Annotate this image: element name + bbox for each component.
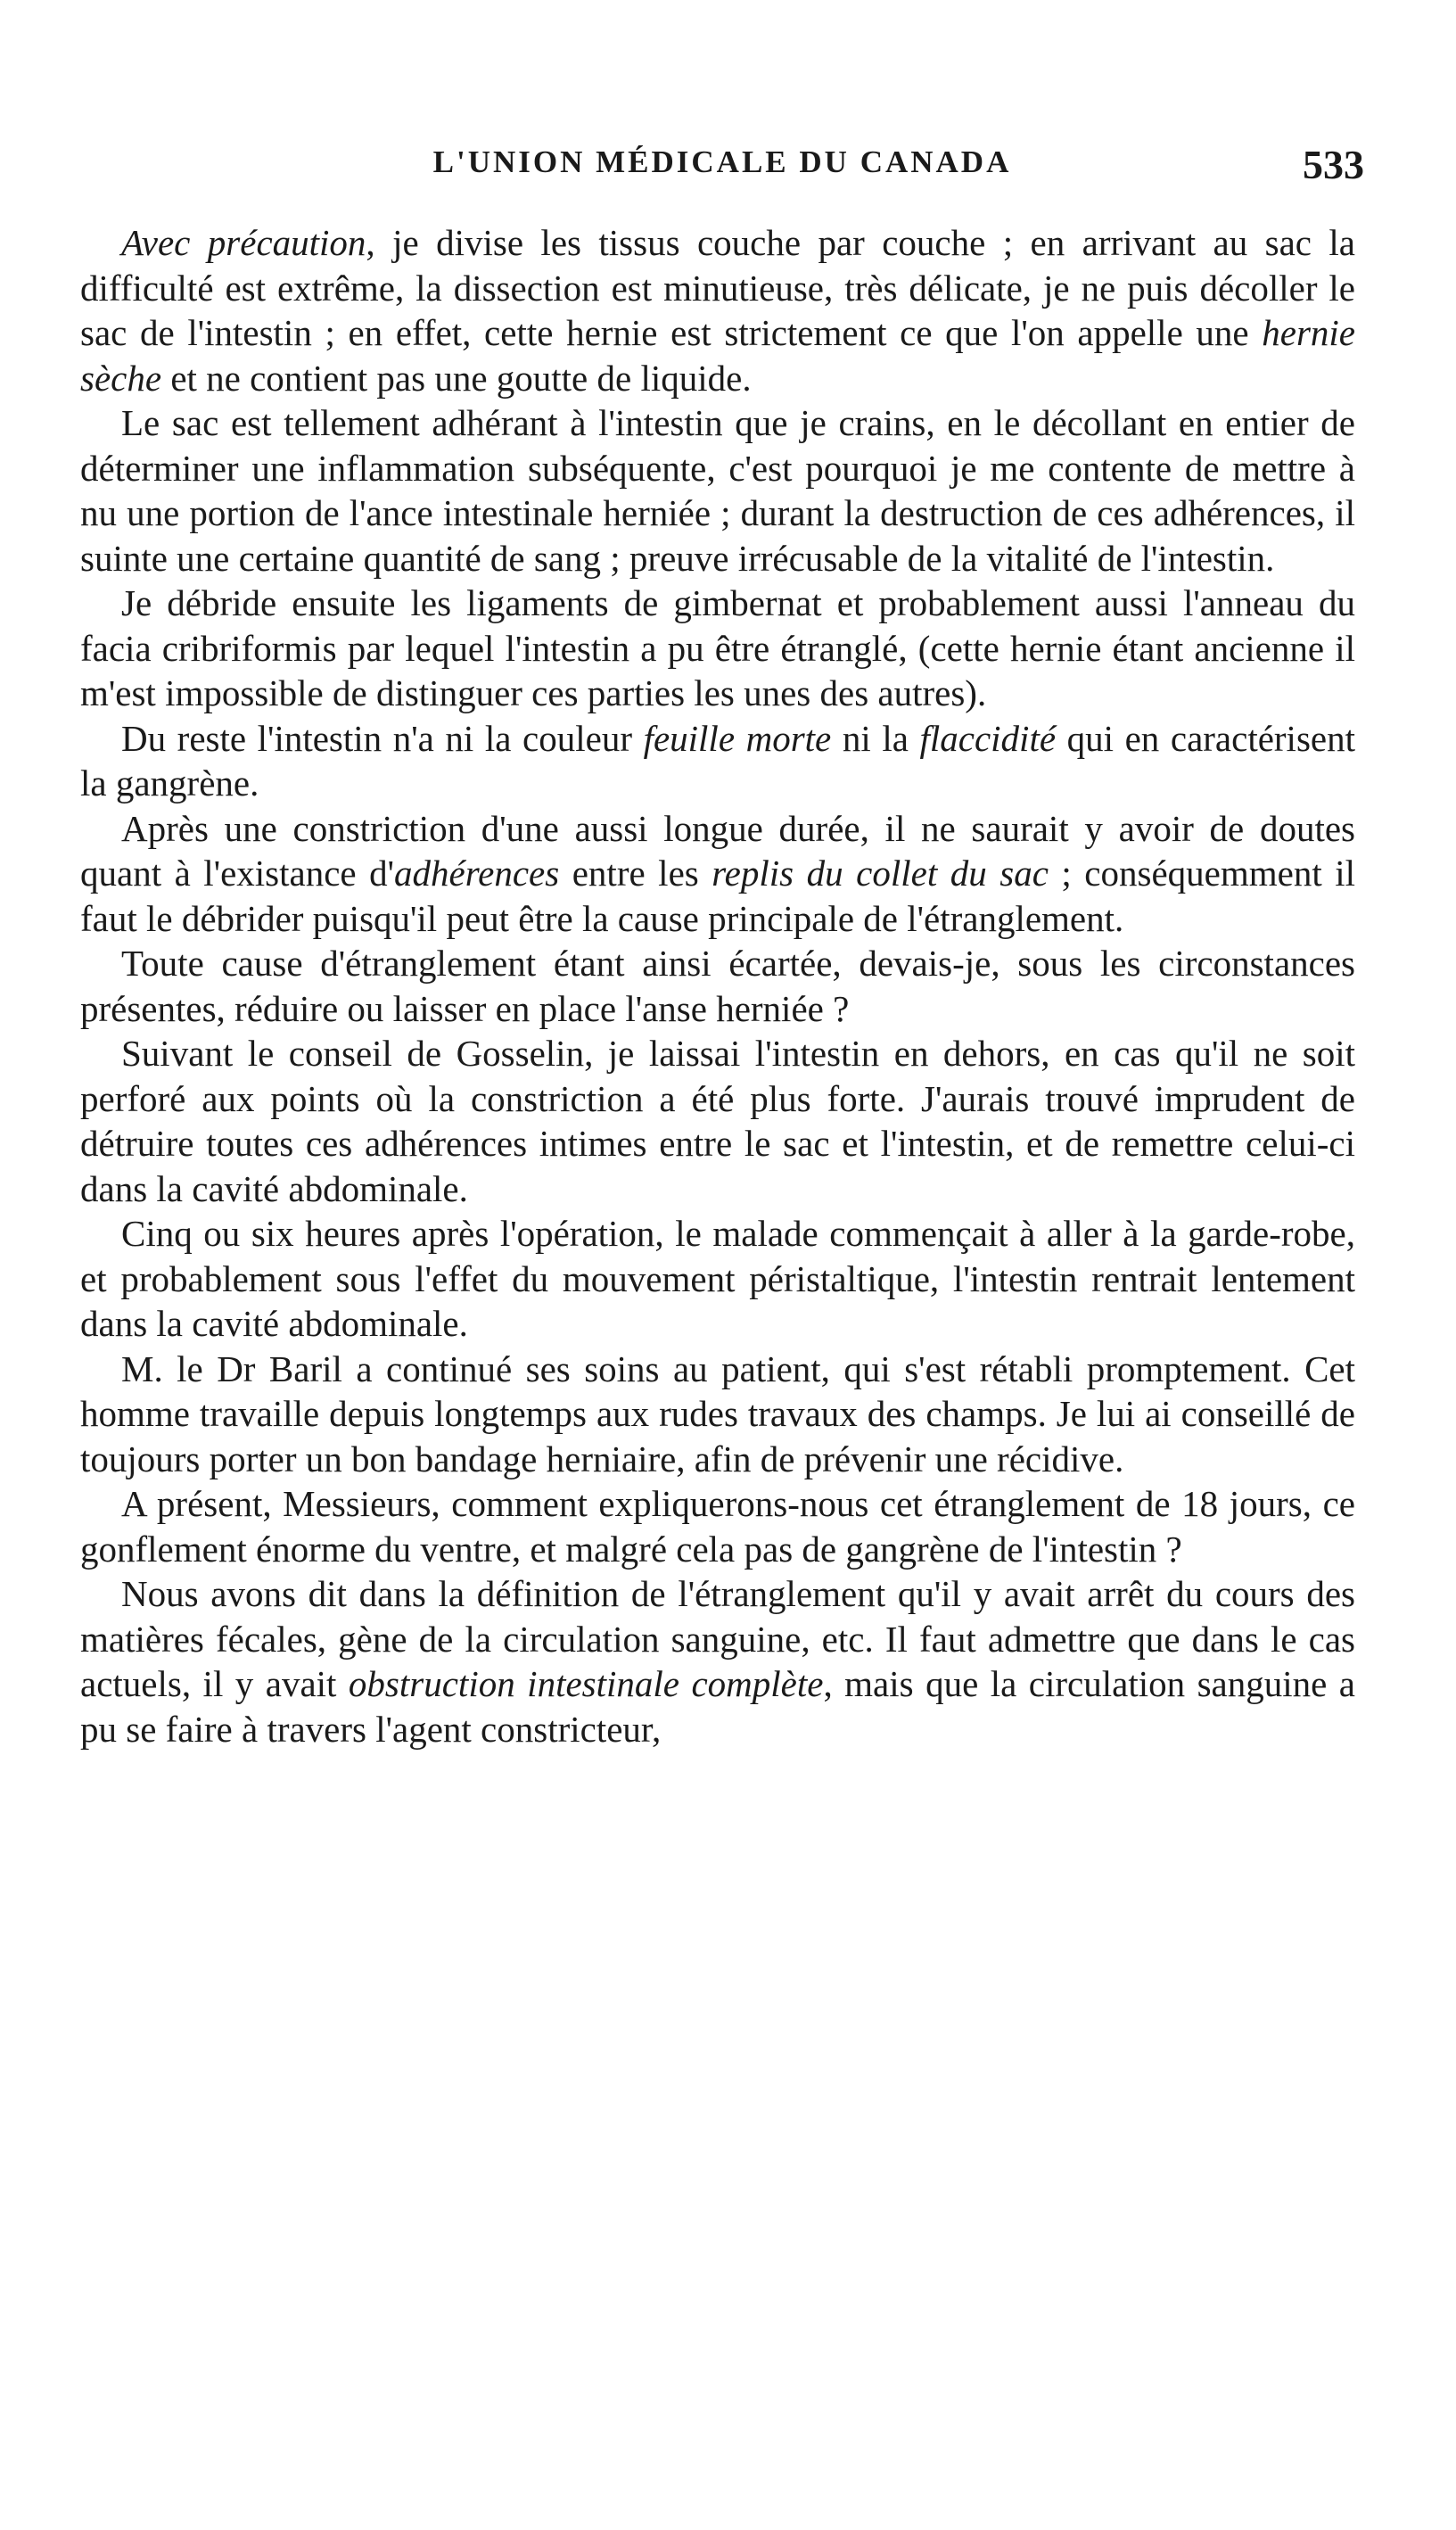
paragraph [80, 1211, 1355, 1347]
text-segment: et ne contient pas une goutte de liquide. [161, 357, 752, 399]
paragraph [80, 400, 1355, 581]
text-segment: Suivant le conseil de Gosselin, je laissai l'intestin en dehors, en cas qu'il ne soit perforé aux points où la constriction a été plus forte. J'aurais trouvé imprudent de détruire toutes ces adhérences intimes entre le sac et l'intestin, et de remettre celui-ci dans la cavité abdominale. [80, 1033, 1355, 1209]
text-segment: Cinq ou six heures après l'opération, le malade commençait à aller à la garde-robe, et probablement sous l'effet du mouvement péristaltique, l'intestin rentrait lentement dans la cavité abdominale. [80, 1213, 1355, 1344]
paragraph [80, 806, 1355, 942]
text-segment: Nous avons dit dans la définition de l'étranglement qu'il y avait arrêt du cours des matières fécales, gène de la circulation sanguine, etc. Il faut admettre que dans le cas actuels, il y avait [80, 1573, 1355, 1704]
text-segment: ni la [831, 717, 920, 759]
text-segment: Le sac est tellement adhérant à l'intestin que je crains, en le décollant en entier de déterminer une inflammation subséquente, c'est pourquoi je me contente de mettre à nu une portion de l'ance intestinale herniée ; durant la destruction de ces adhérences, il suinte une certaine quantité de sang ; preuve irrécusable de la vitalité de l'intestin. [80, 402, 1355, 579]
text-segment: , je divise les tissus couche par couche ; en arrivant au sac la difficulté est extrême, la dissection est minutieuse, très délicate, je ne puis décoller le sac de l'intestin ; en effet, cette hernie est strictement ce que l'on appelle une [80, 222, 1355, 353]
paragraph [80, 1571, 1355, 1751]
italic-text-segment: feuille morte [643, 717, 832, 759]
italic-text-segment: Avec précaution [121, 222, 366, 263]
body-text [80, 220, 1355, 1751]
italic-text-segment: adhérences [394, 853, 560, 894]
text-segment: , mais que la circulation sanguine a pu se faire à travers l'agent constricteur, [80, 1663, 1355, 1750]
paragraph [80, 1347, 1355, 1482]
paragraph [80, 581, 1355, 716]
text-segment: Du reste l'intestin n'a ni la couleur [121, 717, 644, 759]
paragraph [80, 1481, 1355, 1571]
italic-text-segment: obstruction intestinale complète [348, 1663, 824, 1704]
text-segment: Toute cause d'étranglement étant ainsi écartée, devais-je, sous les circonstances présentes, réduire ou laisser en place l'anse herniée ? [80, 943, 1355, 1029]
italic-text-segment: replis du collet du sac [712, 853, 1049, 894]
text-segment: qui en caractérisent la gangrène. [80, 717, 1355, 804]
paragraph [80, 1031, 1355, 1211]
italic-text-segment: flaccidité [919, 717, 1057, 759]
text-segment: entre les [559, 853, 712, 894]
text-segment: ; conséquemment il faut le débrider puisqu'il peut être la cause principale de l'étranglement. [80, 853, 1356, 939]
italic-text-segment: hernie sèche [80, 312, 1355, 399]
text-segment: M. le Dr Baril a continué ses soins au patient, qui s'est rétabli promptement. Cet homme travaille depuis longtemps aux rudes travaux des champs. Je lui ai conseillé de toujours porter un bon bandage herniaire, afin de prévenir une récidive. [80, 1347, 1355, 1479]
page-number: 533 [1303, 142, 1364, 187]
text-segment: Après une constriction d'une aussi longue durée, il ne saurait y avoir de doutes quant à l'existance d' [80, 807, 1355, 894]
running-title: L'UNION MÉDICALE DU CANADA [432, 144, 1012, 179]
paragraph [80, 716, 1355, 806]
paragraph [80, 220, 1355, 400]
text-segment: Je débride ensuite les ligaments de gimbernat et probablement aussi l'anneau du facia cribriformis par lequel l'intestin a pu être étranglé, (cette hernie étant ancienne il m'est impossible de distinguer ces parties les unes des autres). [80, 582, 1355, 713]
page-header [80, 144, 1364, 198]
text-segment: A présent, Messieurs, comment expliquerons-nous cet étranglement de 18 jours, ce gonflement énorme du ventre, et malgré cela pas de gangrène de l'intestin ? [80, 1483, 1355, 1570]
paragraph [80, 941, 1355, 1031]
